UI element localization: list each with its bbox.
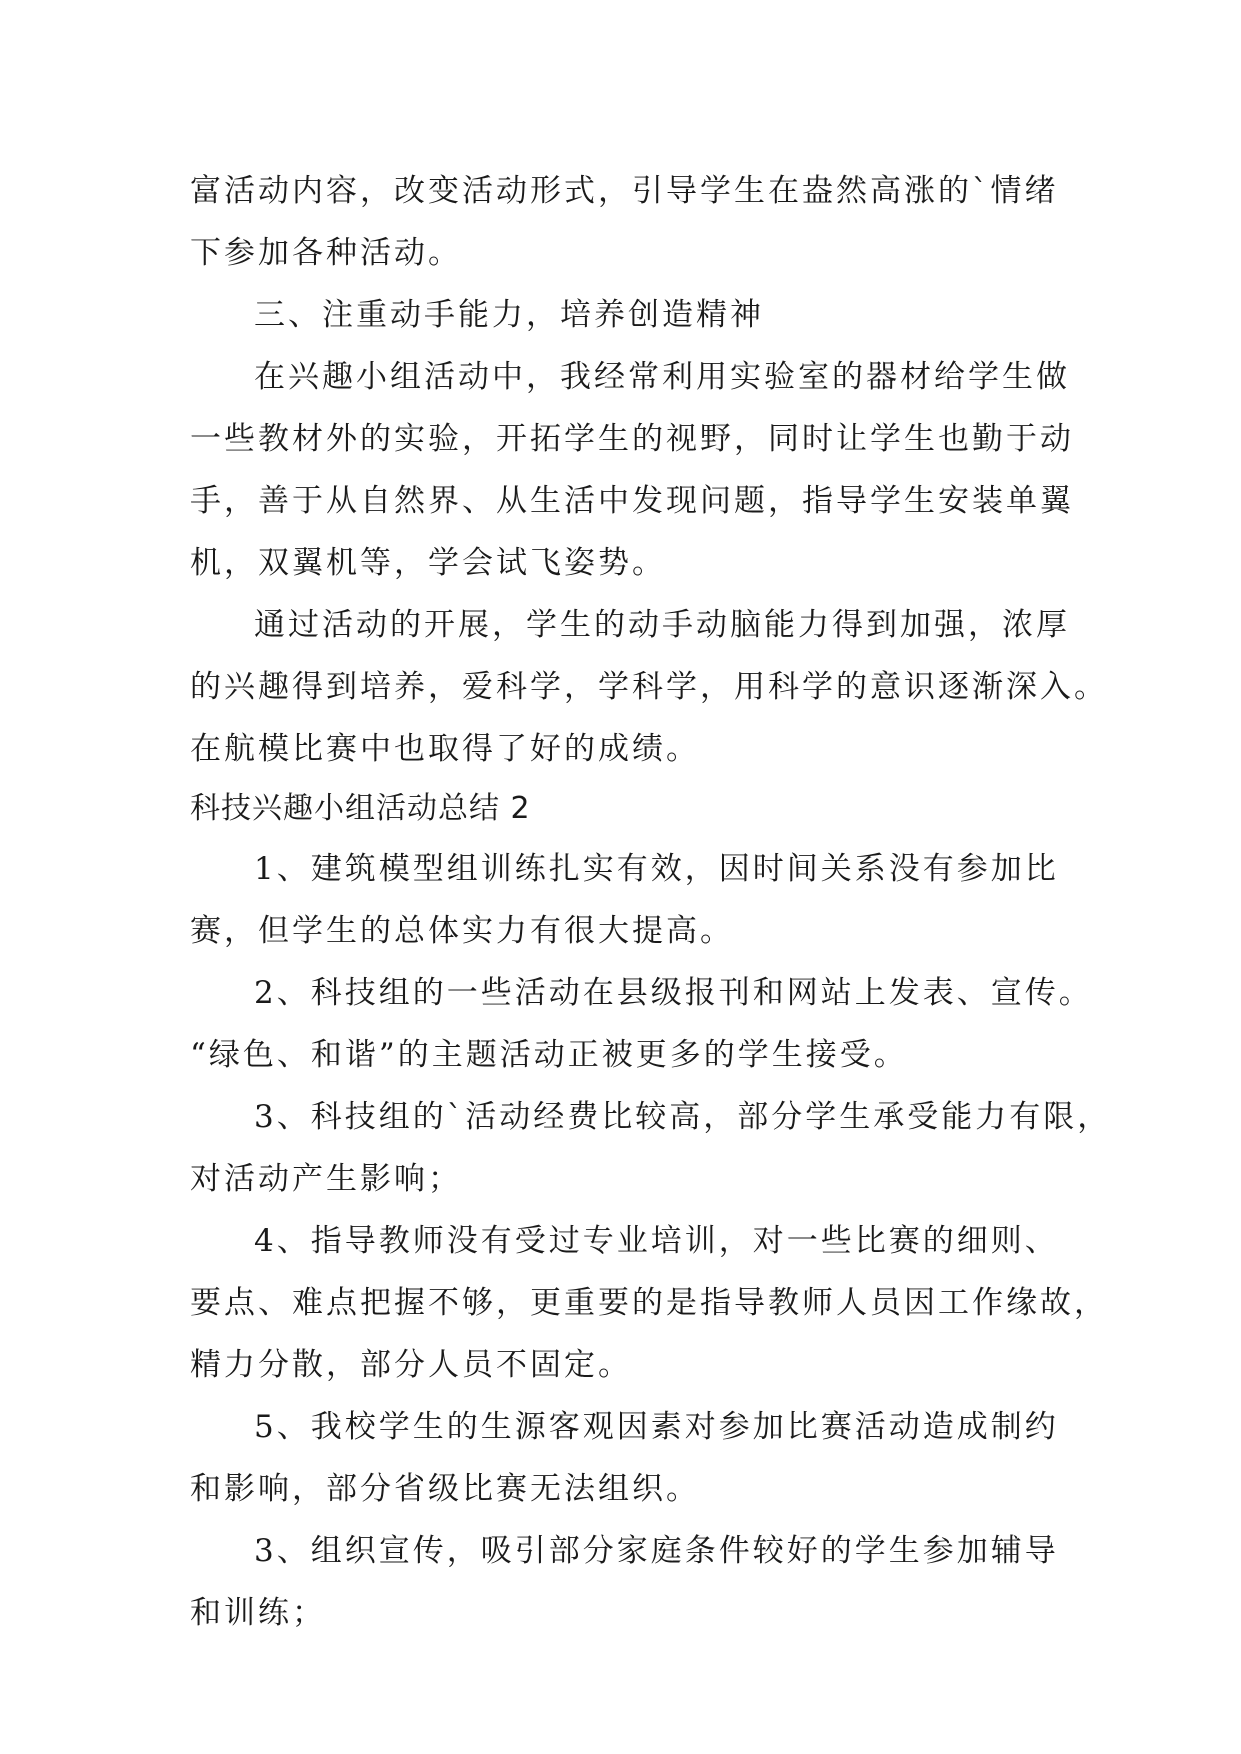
- paragraph-line: 4、指导教师没有受过专业培训，对一些比赛的细则、: [254, 1223, 1059, 1259]
- paragraph-line: 的兴趣得到培养，爱科学，学科学，用科学的意识逐渐深入。: [190, 669, 1108, 705]
- paragraph-line: 1、建筑模型组训练扎实有效，因时间关系没有参加比: [254, 851, 1059, 887]
- paragraph-line: 和影响，部分省级比赛无法组织。: [190, 1471, 700, 1507]
- paragraph-line: 和训练；: [190, 1595, 326, 1631]
- paragraph-line: 一些教材外的实验，开拓学生的视野，同时让学生也勤于动: [190, 421, 1074, 457]
- paragraph-line: 下参加各种活动。: [190, 235, 462, 271]
- paragraph-line: 3、科技组的`活动经费比较高，部分学生承受能力有限，: [254, 1099, 1112, 1135]
- paragraph-line: 在航模比赛中也取得了好的成绩。: [190, 731, 700, 767]
- paragraph-line: 对活动产生影响；: [190, 1161, 462, 1197]
- paragraph-line: 要点、难点把握不够，更重要的是指导教师人员因工作缘故，: [190, 1285, 1108, 1321]
- paragraph-line: 手，善于从自然界、从生活中发现问题，指导学生安装单翼: [190, 483, 1074, 519]
- paragraph-line: 3、组织宣传，吸引部分家庭条件较好的学生参加辅导: [254, 1533, 1059, 1569]
- paragraph-line: 2、科技组的一些活动在县级报刊和网站上发表、宣传。: [254, 975, 1093, 1011]
- paragraph-line: “绿色、和谐”的主题活动正被更多的学生接受。: [190, 1037, 908, 1073]
- paragraph-line: 通过活动的开展，学生的动手动脑能力得到加强，浓厚: [254, 607, 1070, 643]
- article-title: 科技兴趣小组活动总结 2: [190, 791, 531, 826]
- paragraph-line: 机，双翼机等，学会试飞姿势。: [190, 545, 666, 581]
- paragraph-line: 富活动内容，改变活动形式，引导学生在盎然高涨的`情绪: [190, 173, 1059, 209]
- paragraph-line: 精力分散，部分人员不固定。: [190, 1347, 632, 1383]
- document-body: [190, 160, 1112, 1644]
- paragraph-line: 5、我校学生的生源客观因素对参加比赛活动造成制约: [254, 1409, 1059, 1445]
- paragraph-line: 赛，但学生的总体实力有很大提高。: [190, 913, 734, 949]
- paragraph-line: 在兴趣小组活动中，我经常利用实验室的器材给学生做: [254, 359, 1070, 395]
- section-heading: 三、注重动手能力，培养创造精神: [254, 297, 764, 333]
